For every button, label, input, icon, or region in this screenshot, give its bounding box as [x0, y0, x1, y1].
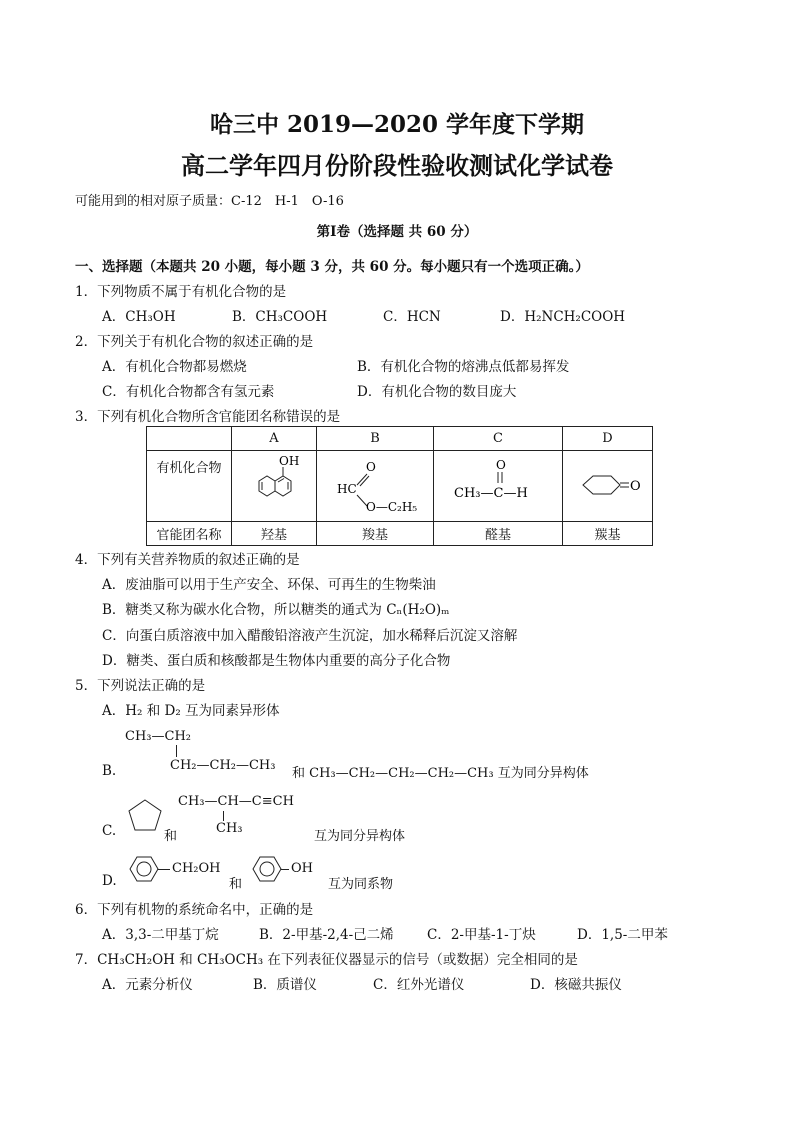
- q5-c-alkyne: CH₃—CH—C≡CH: [178, 794, 294, 809]
- q7-option-b: B．质谱仪: [253, 977, 317, 993]
- q5-c-bond: [223, 811, 224, 821]
- q5-d-bond-1: [158, 869, 170, 870]
- q2-option-a: A．有机化合物都易燃烧: [102, 359, 247, 375]
- q5-option-c-label: C.: [102, 823, 117, 839]
- q1-option-d: D．H₂NCH₂COOH: [500, 309, 626, 325]
- q3-row-label-compound: 有机化合物: [147, 451, 232, 522]
- q1-option-a: A．CH₃OH: [102, 309, 176, 325]
- q3-d-o: O: [630, 479, 641, 494]
- q3-structure-b: [317, 451, 434, 522]
- q4-option-c: C．向蛋白质溶液中加入醋酸铅溶液产生沉淀，加水稀释后沉淀又溶解: [102, 628, 518, 644]
- q7-option-d: D．核磁共振仪: [530, 977, 622, 993]
- q3-name-d: 羰基: [563, 522, 653, 546]
- q5-b-chain: CH₂—CH₂—CH₃: [170, 758, 276, 773]
- q5-option-a: A．H₂ 和 D₂ 互为同素异形体: [102, 703, 280, 719]
- q3-header-d: D: [563, 427, 653, 451]
- q3-b-ester: O—C₂H₅: [366, 500, 418, 514]
- q6-option-a: A．3,3-二甲基丁烷: [102, 927, 219, 943]
- q5-stem: 5．下列说法正确的是: [75, 678, 206, 694]
- q3-c-o-top: O: [496, 458, 506, 472]
- q6-stem: 6．下列有机物的系统命名中，正确的是: [75, 902, 314, 918]
- q3-header-c: C: [434, 427, 563, 451]
- q6-option-d: D．1,5-二甲苯: [577, 927, 668, 943]
- q3-name-a: 羟基: [232, 522, 317, 546]
- q7-stem: 7．CH₃CH₂OH 和 CH₃OCH₃ 在下列表征仪器显示的信号（或数据）完全相同的是: [75, 952, 578, 968]
- q6-option-b: B．2-甲基-2,4-己二烯: [259, 927, 394, 943]
- q1-stem: 1．下列物质不属于有机化合物的是: [75, 284, 287, 300]
- q2-stem: 2．下列关于有机化合物的叙述正确的是: [75, 334, 314, 350]
- q2-option-c: C．有机化合物都含有氢元素: [102, 384, 275, 400]
- q3-structure-a: [232, 451, 317, 522]
- cyclopentane-icon: [124, 796, 166, 836]
- q3-structure-c: [434, 451, 563, 522]
- q6-option-c: C．2-甲基-1-丁炔: [427, 927, 536, 943]
- q5-d-tail: 互为同系物: [328, 877, 394, 892]
- q2-option-b: B．有机化合物的熔沸点低都易挥发: [357, 359, 570, 375]
- q5-d-benzyl: CH₂OH: [172, 861, 221, 876]
- q4-option-a: A．废油脂可以用于生产安全、环保、可再生的生物柴油: [102, 577, 436, 593]
- q5-b-pentane: 和 CH₃—CH₂—CH₂—CH₂—CH₃ 互为同分异构体: [292, 766, 589, 781]
- q4-option-b: B．糖类又称为碳水化合物，所以糖类的通式为 Cₙ(H₂O)ₘ: [102, 602, 450, 618]
- q5-option-b-label: B.: [102, 763, 117, 779]
- q3-stem: 3．下列有机化合物所含官能团名称错误的是: [75, 409, 341, 425]
- q3-structure-d: [563, 451, 653, 522]
- q3-row-label-group: 官能团名称: [147, 522, 232, 546]
- q5-d-he: 和: [229, 877, 243, 892]
- section1-heading: 一、选择题（本题共 20 小题，每小题 3 分，共 60 分。每小题只有一个选项正确。）: [75, 259, 589, 275]
- q5-d-bond-2: [281, 869, 289, 870]
- q1-option-c: C．HCN: [383, 309, 441, 325]
- q5-option-d-label: D.: [102, 873, 117, 889]
- q7-option-c: C．红外光谱仪: [373, 977, 465, 993]
- q5-d-oh: OH: [291, 861, 313, 876]
- q2-option-d: D．有机化合物的数目庞大: [357, 384, 517, 400]
- q3-header-b: B: [317, 427, 434, 451]
- atomic-masses: 可能用到的相对原子质量：C-12 H-1 O-16: [75, 194, 344, 209]
- q7-option-a: A．元素分析仪: [102, 977, 193, 993]
- q5-b-branch-top: CH₃—CH₂: [125, 729, 191, 744]
- q4-stem: 4．下列有关营养物质的叙述正确的是: [75, 552, 300, 568]
- q3-c-formula: CH₃—C—H: [454, 486, 528, 501]
- q5-b-bond: [176, 745, 177, 757]
- q3-table: [146, 426, 653, 546]
- part1-title: 第Ⅰ卷（选择题 共 60 分）: [316, 224, 478, 240]
- q3-a-oh-label: OH: [279, 454, 300, 468]
- q3-b-hc: HC: [337, 482, 357, 496]
- exam-title: 哈三中 2019—2020 学年度下学期: [209, 111, 585, 138]
- q1-option-b: B．CH₃COOH: [232, 309, 328, 325]
- q3-name-b: 羧基: [317, 522, 434, 546]
- q5-c-he: 和: [164, 829, 178, 844]
- exam-subtitle: 高二学年四月份阶段性验收测试化学试卷: [181, 151, 613, 180]
- q5-c-methyl: CH₃: [216, 821, 243, 836]
- q3-name-c: 醛基: [434, 522, 563, 546]
- q4-option-d: D．糖类、蛋白质和核酸都是生物体内重要的高分子化合物: [102, 653, 451, 669]
- q3-b-o-top: O: [366, 460, 376, 474]
- q3-header-a: A: [232, 427, 317, 451]
- q5-c-tail: 互为同分异构体: [314, 829, 406, 844]
